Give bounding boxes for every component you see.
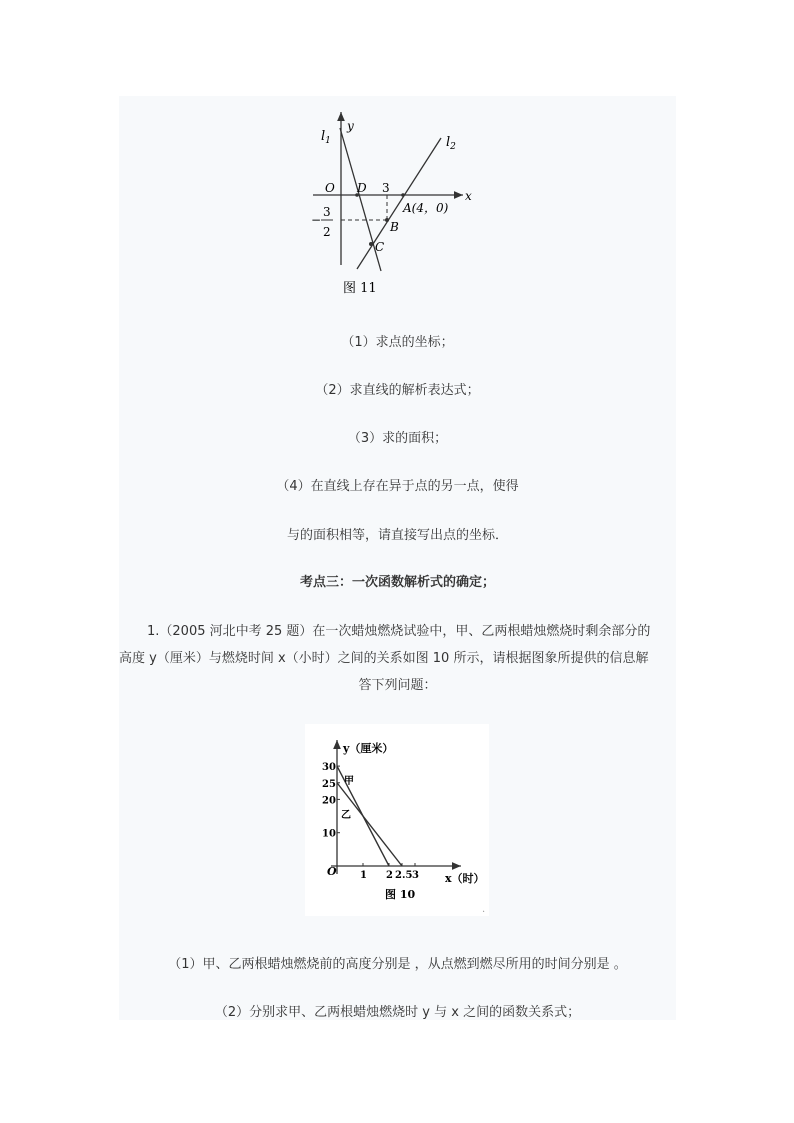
figure-10-caption: 图 10 xyxy=(385,888,416,901)
x-axis-label: x（时） xyxy=(445,872,485,885)
x-tick-label: 2.5 xyxy=(395,870,413,881)
origin-label: O xyxy=(327,865,337,878)
y-axis-label: y（厘米） xyxy=(343,742,394,755)
point-c xyxy=(369,242,373,246)
problem-1-line-3: 答下列问题： xyxy=(358,678,437,693)
neg-sign: − xyxy=(311,213,322,227)
series-jia-label: 甲 xyxy=(344,776,354,787)
problem-1 xyxy=(119,618,676,699)
question-b-1: （1）甲、乙两根蜡烛燃烧前的高度分别是 ，从点燃到燃尽所用的时间分别是 。 xyxy=(168,957,627,972)
figure-11 xyxy=(309,104,479,294)
series-yi-label: 乙 xyxy=(341,810,351,821)
x-tick-label: 3 xyxy=(412,870,419,881)
question-a-4: （4）在直线上存在异于点的另一点，使得 xyxy=(276,479,519,494)
section-title: 考点三：一次函数解析式的确定； xyxy=(299,575,495,590)
b-label: B xyxy=(390,220,399,234)
y-tick-label: 10 xyxy=(322,828,336,840)
l1-label: $l_1$ xyxy=(321,129,331,146)
l2-label: $l_2$ xyxy=(446,135,456,152)
question-a-4-cont: 与的面积相等，请直接写出点的坐标． xyxy=(286,528,508,543)
point-b xyxy=(385,218,389,222)
series-yi-line xyxy=(337,783,402,866)
x-tick-label: 1 xyxy=(360,870,367,881)
point-a xyxy=(401,193,405,197)
question-a-1: （1）求点的坐标； xyxy=(341,335,454,350)
c-label: C xyxy=(375,240,385,254)
document-panel xyxy=(119,96,676,1020)
question-b-2: （2）分别求甲、乙两根蜡烛燃烧时 y 与 x 之间的函数关系式； xyxy=(214,1005,581,1020)
y-tick-label: 30 xyxy=(322,762,336,774)
a-label: A(4，0) xyxy=(403,201,449,215)
frac-numerator: 3 xyxy=(323,205,331,219)
problem-1-line-1: 1.（2005 河北中考 25 题）在一次蜡烛燃烧试验中，甲、乙两根蜡烛燃烧时剩余部分的 xyxy=(147,624,651,639)
question-a-3: （3）求的面积； xyxy=(347,431,448,446)
origin-label: O xyxy=(325,181,335,195)
problem-1-line-2: 高度 y（厘米）与燃烧时间 x（小时）之间的关系如图 10 所示，请根据图象所提供的信息解 xyxy=(119,651,649,666)
x-label: x xyxy=(465,189,472,203)
y-tick-label: 25 xyxy=(322,778,336,790)
figure-11-caption: 图 11 xyxy=(343,281,377,294)
three-label: 3 xyxy=(382,181,390,195)
frac-denominator: 2 xyxy=(323,225,331,239)
y-label: y xyxy=(347,119,354,133)
d-label: D xyxy=(357,181,367,195)
x-tick-label: 2 xyxy=(386,870,393,881)
question-a-2: （2）求直线的解析表达式； xyxy=(315,383,480,398)
figure-10-mark: . xyxy=(482,904,486,915)
y-tick-label: 20 xyxy=(322,795,336,807)
figure-10 xyxy=(305,724,489,916)
